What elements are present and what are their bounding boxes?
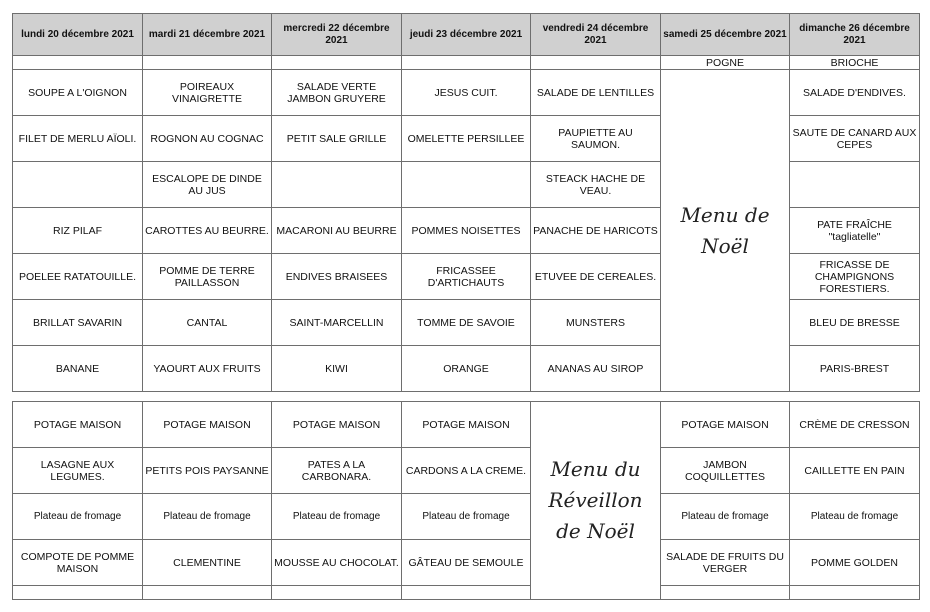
menu-cell: BANANE	[13, 346, 143, 392]
menu-cell: ETUVEE DE CEREALES.	[531, 254, 661, 300]
menu-cell	[402, 586, 531, 600]
menu-cell	[661, 586, 790, 600]
menu-cell: PETITS POIS PAYSANNE	[143, 448, 272, 494]
menu-cell	[272, 56, 402, 70]
menu-cell: CLEMENTINE	[143, 540, 272, 586]
menu-cell: Plateau de fromage	[272, 494, 402, 540]
menu-cell: PARIS-BREST	[790, 346, 920, 392]
day-header-thursday: jeudi 23 décembre 2021	[402, 14, 531, 56]
menu-cell: LASAGNE AUX LEGUMES.	[13, 448, 143, 494]
menu-cell: FRICASSEE D'ARTICHAUTS	[402, 254, 531, 300]
menu-cell	[790, 162, 920, 208]
menu-cell: POTAGE MAISON	[272, 402, 402, 448]
day-header-tuesday: mardi 21 décembre 2021	[143, 14, 272, 56]
menu-cell: POTAGE MAISON	[402, 402, 531, 448]
menu-cell: SALADE D'ENDIVES.	[790, 70, 920, 116]
menu-cell: GÂTEAU DE SEMOULE	[402, 540, 531, 586]
menu-cell: YAOURT AUX FRUITS	[143, 346, 272, 392]
menu-cell	[13, 162, 143, 208]
menu-cell: STEACK HACHE DE VEAU.	[531, 162, 661, 208]
sunday-extra-cell: BRIOCHE	[790, 56, 920, 70]
menu-cell: PAUPIETTE AU SAUMON.	[531, 116, 661, 162]
menu-cell: TOMME DE SAVOIE	[402, 300, 531, 346]
menu-cell: POIREAUX VINAIGRETTE	[143, 70, 272, 116]
day-header-wednesday: mercredi 22 décembre 2021	[272, 14, 402, 56]
menu-cell	[790, 586, 920, 600]
menu-cell: Plateau de fromage	[143, 494, 272, 540]
menu-cell: Plateau de fromage	[790, 494, 920, 540]
menu-cell: MUNSTERS	[531, 300, 661, 346]
dinner-row-cheese	[13, 494, 920, 540]
lunch-menu-table	[12, 13, 920, 392]
menu-cell: PANACHE DE HARICOTS	[531, 208, 661, 254]
menu-cell: SALADE DE FRUITS DU VERGER	[661, 540, 790, 586]
day-header-sunday: dimanche 26 décembre 2021	[790, 14, 920, 56]
menu-cell: PETIT SALE GRILLE	[272, 116, 402, 162]
menu-cell: SALADE VERTE JAMBON GRUYERE	[272, 70, 402, 116]
christmas-menu-label: Menu de Noël	[661, 70, 790, 392]
menu-cell	[272, 162, 402, 208]
menu-cell: BLEU DE BRESSE	[790, 300, 920, 346]
menu-cell	[402, 162, 531, 208]
menu-cell: FILET DE MERLU AÏOLI.	[13, 116, 143, 162]
menu-cell: JAMBON COQUILLETTES	[661, 448, 790, 494]
menu-cell: POMME GOLDEN	[790, 540, 920, 586]
menu-cell: FRICASSE DE CHAMPIGNONS FORESTIERS.	[790, 254, 920, 300]
day-header-friday: vendredi 24 décembre 2021	[531, 14, 661, 56]
menu-cell: PATE FRAÎCHE "tagliatelle"	[790, 208, 920, 254]
day-header-monday: lundi 20 décembre 2021	[13, 14, 143, 56]
menu-cell: JESUS CUIT.	[402, 70, 531, 116]
day-header-saturday: samedi 25 décembre 2021	[661, 14, 790, 56]
menu-cell: ENDIVES BRAISEES	[272, 254, 402, 300]
menu-cell: MACARONI AU BEURRE	[272, 208, 402, 254]
menu-cell	[143, 586, 272, 600]
dinner-row-spacer	[13, 586, 920, 600]
menu-cell: PATES A LA CARBONARA.	[272, 448, 402, 494]
menu-cell: SOUPE A L'OIGNON	[13, 70, 143, 116]
menu-cell	[13, 56, 143, 70]
menu-cell: ORANGE	[402, 346, 531, 392]
menu-cell: POTAGE MAISON	[143, 402, 272, 448]
breakfast-extras-row	[13, 56, 920, 70]
day-header-row	[13, 14, 920, 56]
menu-cell: COMPOTE DE POMME MAISON	[13, 540, 143, 586]
menu-cell: RIZ PILAF	[13, 208, 143, 254]
menu-cell: POELEE RATATOUILLE.	[13, 254, 143, 300]
menu-cell: MOUSSE AU CHOCOLAT.	[272, 540, 402, 586]
menu-cell: ROGNON AU COGNAC	[143, 116, 272, 162]
menu-cell: ESCALOPE DE DINDE AU JUS	[143, 162, 272, 208]
lunch-row-starter	[13, 70, 920, 116]
menu-cell: SALADE DE LENTILLES	[531, 70, 661, 116]
menu-cell: CRÈME DE CRESSON	[790, 402, 920, 448]
menu-cell: CARDONS A LA CREME.	[402, 448, 531, 494]
menu-cell: Plateau de fromage	[402, 494, 531, 540]
dinner-row-soup	[13, 402, 920, 448]
menu-cell: CAILLETTE EN PAIN	[790, 448, 920, 494]
menu-cell: SAUTE DE CANARD AUX CEPES	[790, 116, 920, 162]
menu-cell: POTAGE MAISON	[661, 402, 790, 448]
menu-cell: BRILLAT SAVARIN	[13, 300, 143, 346]
christmas-eve-menu-label: Menu du Réveillon de Noël	[531, 402, 661, 600]
menu-cell: ANANAS AU SIROP	[531, 346, 661, 392]
menu-cell	[402, 56, 531, 70]
menu-cell: Plateau de fromage	[13, 494, 143, 540]
menu-cell: POTAGE MAISON	[13, 402, 143, 448]
menu-cell: CANTAL	[143, 300, 272, 346]
menu-cell	[531, 56, 661, 70]
menu-cell: CAROTTES AU BEURRE.	[143, 208, 272, 254]
menu-cell	[13, 586, 143, 600]
dinner-row-dessert	[13, 540, 920, 586]
menu-cell	[143, 56, 272, 70]
dinner-row-main	[13, 448, 920, 494]
menu-cell: Plateau de fromage	[661, 494, 790, 540]
menu-cell: POMMES NOISETTES	[402, 208, 531, 254]
menu-cell: SAINT-MARCELLIN	[272, 300, 402, 346]
dinner-menu-table	[12, 401, 920, 600]
saturday-extra-cell: POGNE	[661, 56, 790, 70]
menu-cell: OMELETTE PERSILLEE	[402, 116, 531, 162]
menu-cell	[272, 586, 402, 600]
menu-cell: POMME DE TERRE PAILLASSON	[143, 254, 272, 300]
menu-cell: KIWI	[272, 346, 402, 392]
